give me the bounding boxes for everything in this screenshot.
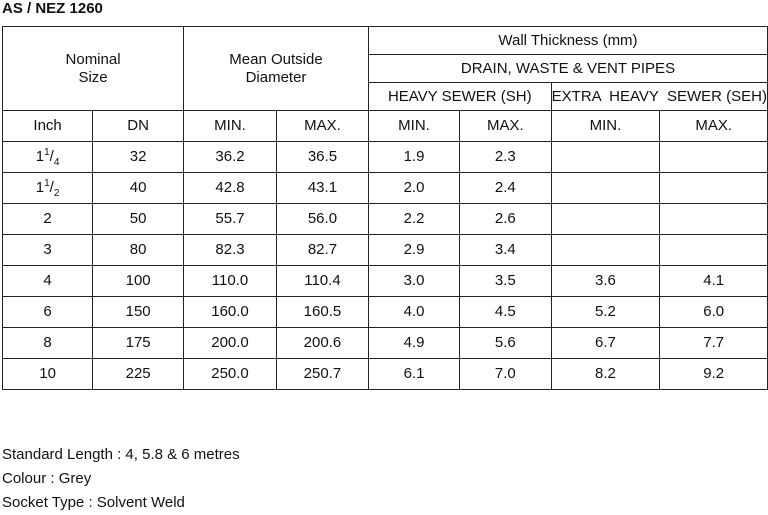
seh-min-cell: 6.7 — [551, 328, 660, 359]
sh-max-cell: 3.5 — [460, 266, 552, 297]
od-max-cell: 200.6 — [276, 328, 368, 359]
inch-cell: $1^1/_2$ — [3, 173, 93, 204]
sh-max-header: MAX. — [460, 111, 552, 142]
sh-max-cell: 4.5 — [460, 297, 552, 328]
od-min-cell: 200.0 — [184, 328, 277, 359]
seh-min-cell — [551, 142, 660, 173]
seh-max-header: MAX. — [660, 111, 768, 142]
seh-min-cell — [551, 235, 660, 266]
sh-max-cell: 2.6 — [460, 204, 552, 235]
extra-heavy-sewer-header: EXTRA HEAVY SEWER (SEH) — [551, 83, 767, 111]
dn-col-header: DN — [93, 111, 184, 142]
sh-min-cell: 2.2 — [368, 204, 459, 235]
table-row — [3, 142, 768, 173]
dn-cell: 225 — [93, 359, 184, 390]
table-row — [3, 235, 768, 266]
sh-max-cell: 2.3 — [460, 142, 552, 173]
seh-max-cell — [660, 142, 768, 173]
seh-max-cell — [660, 204, 768, 235]
dn-cell: 50 — [93, 204, 184, 235]
inch-cell: 10 — [3, 359, 93, 390]
od-max-cell: 250.7 — [276, 359, 368, 390]
od-min-cell: 55.7 — [184, 204, 277, 235]
od-min-cell: 110.0 — [184, 266, 277, 297]
document-title: AS / NEZ 1260 — [2, 0, 103, 17]
dn-cell: 32 — [93, 142, 184, 173]
od-min-cell: 42.8 — [184, 173, 277, 204]
seh-max-cell — [660, 235, 768, 266]
od-min-header: MIN. — [184, 111, 277, 142]
dn-cell: 100 — [93, 266, 184, 297]
seh-max-cell: 6.0 — [660, 297, 768, 328]
od-min-cell: 82.3 — [184, 235, 277, 266]
seh-min-cell: 8.2 — [551, 359, 660, 390]
od-min-cell: 250.0 — [184, 359, 277, 390]
sh-min-cell: 2.0 — [368, 173, 459, 204]
od-max-cell: 110.4 — [276, 266, 368, 297]
sh-min-cell: 4.9 — [368, 328, 459, 359]
inch-cell: 8 — [3, 328, 93, 359]
mean-od-header: Mean Outside Diameter — [184, 27, 369, 111]
seh-min-cell: 3.6 — [551, 266, 660, 297]
seh-min-header: MIN. — [551, 111, 660, 142]
inch-cell: 4 — [3, 266, 93, 297]
sh-min-header: MIN. — [368, 111, 459, 142]
inch-cell: 6 — [3, 297, 93, 328]
table-row — [3, 328, 768, 359]
inch-cell: 3 — [3, 235, 93, 266]
note-standard-length: Standard Length : 4, 5.8 & 6 metres — [2, 446, 240, 463]
od-min-cell: 160.0 — [184, 297, 277, 328]
sh-max-cell: 3.4 — [460, 235, 552, 266]
sh-min-cell: 2.9 — [368, 235, 459, 266]
od-max-header: MAX. — [276, 111, 368, 142]
seh-max-cell: 9.2 — [660, 359, 768, 390]
dn-cell: 40 — [93, 173, 184, 204]
dn-cell: 80 — [93, 235, 184, 266]
inch-cell: $1^1/_4$ — [3, 142, 93, 173]
heavy-sewer-header: HEAVY SEWER (SH) — [368, 83, 551, 111]
od-min-cell: 36.2 — [184, 142, 277, 173]
wall-thickness-header: Wall Thickness (mm) — [368, 27, 767, 55]
sh-min-cell: 4.0 — [368, 297, 459, 328]
seh-max-cell: 4.1 — [660, 266, 768, 297]
od-max-cell: 160.5 — [276, 297, 368, 328]
od-max-cell: 56.0 — [276, 204, 368, 235]
sh-max-cell: 5.6 — [460, 328, 552, 359]
table-row — [3, 359, 768, 390]
seh-max-cell — [660, 173, 768, 204]
note-colour: Colour : Grey — [2, 470, 92, 487]
seh-min-cell — [551, 173, 660, 204]
seh-min-cell — [551, 204, 660, 235]
table-row — [3, 297, 768, 328]
seh-min-cell: 5.2 — [551, 297, 660, 328]
inch-cell: 2 — [3, 204, 93, 235]
sh-min-cell: 6.1 — [368, 359, 459, 390]
sh-max-cell: 7.0 — [460, 359, 552, 390]
notes — [2, 443, 240, 515]
dn-cell: 150 — [93, 297, 184, 328]
nominal-size-header: Nominal Size — [3, 27, 184, 111]
note-socket-type: Socket Type : Solvent Weld — [2, 494, 185, 511]
table-row — [3, 173, 768, 204]
sh-max-cell: 2.4 — [460, 173, 552, 204]
pipe-spec-table — [2, 26, 768, 390]
sh-min-cell: 1.9 — [368, 142, 459, 173]
dn-cell: 175 — [93, 328, 184, 359]
sh-min-cell: 3.0 — [368, 266, 459, 297]
table-row — [3, 204, 768, 235]
dwv-header: DRAIN, WASTE & VENT PIPES — [368, 55, 767, 83]
inch-col-header: Inch — [3, 111, 93, 142]
od-max-cell: 82.7 — [276, 235, 368, 266]
seh-max-cell: 7.7 — [660, 328, 768, 359]
od-max-cell: 43.1 — [276, 173, 368, 204]
od-max-cell: 36.5 — [276, 142, 368, 173]
table-row — [3, 266, 768, 297]
